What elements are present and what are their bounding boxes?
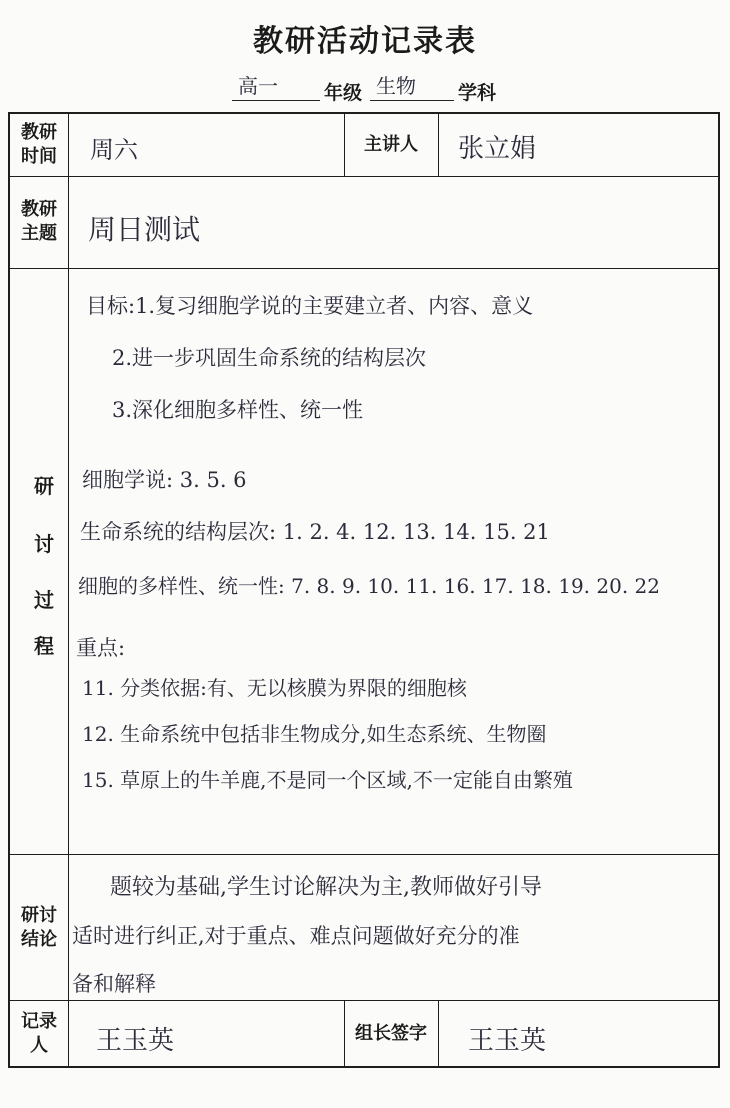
process-line: 3.深化细胞多样性、统一性 [112, 398, 364, 422]
conclusion-line: 题较为基础,学生讨论解决为主,教师做好引导 [110, 875, 542, 900]
process-label-char: 研 [34, 474, 54, 498]
speaker-label: 主讲人 [364, 134, 418, 155]
row-divider [10, 854, 718, 855]
grade-label: 年级 [324, 82, 363, 104]
form-title: 教研活动记录表 [253, 24, 477, 59]
subject-value: 生物 [376, 74, 416, 98]
subject-blank [370, 70, 454, 101]
row-divider [10, 176, 718, 177]
leader-signature: 王玉英 [468, 1026, 547, 1056]
label-column-divider [68, 114, 69, 1068]
recorder-label-line: 记录 [21, 1011, 57, 1032]
time-label-line: 教研 [21, 122, 57, 143]
topic-label-line: 主题 [21, 223, 57, 244]
recorder-label-line: 人 [30, 1035, 48, 1056]
process-label-char: 程 [34, 634, 54, 658]
subject-label: 学科 [458, 82, 497, 104]
row-divider [10, 1000, 718, 1001]
topic-label-line: 教研 [21, 199, 57, 220]
time-label [10, 121, 68, 169]
conclusion-label-line: 结论 [21, 929, 57, 950]
process-label-char: 讨 [34, 532, 54, 556]
grade-value: 高一 [238, 74, 278, 98]
row-divider [10, 268, 718, 269]
process-line: 2.进一步巩固生命系统的结构层次 [112, 346, 427, 370]
grade-subject-line [232, 70, 532, 104]
recorder-label [10, 1010, 68, 1058]
topic-value: 周日测试 [88, 213, 201, 246]
recorder-signature: 王玉英 [96, 1026, 175, 1056]
conclusion-label [10, 904, 68, 952]
record-table [8, 112, 720, 1068]
process-line: 12. 生命系统中包括非生物成分,如生态系统、生物圈 [82, 722, 547, 746]
process-line: 重点: [76, 636, 126, 660]
conclusion-line: 适时进行纠正,对于重点、难点问题做好充分的准 [72, 924, 520, 948]
process-line: 生命系统的结构层次: 1. 2. 4. 12. 13. 14. 15. 21 [80, 520, 550, 544]
process-line: 15. 草原上的牛羊鹿,不是同一个区域,不一定能自由繁殖 [82, 768, 573, 792]
time-value: 周六 [90, 136, 138, 164]
conclusion-label-line: 研讨 [21, 905, 57, 926]
time-label-line: 时间 [21, 146, 57, 167]
speaker-column-divider [438, 114, 439, 176]
speaker-value: 张立娟 [458, 134, 537, 164]
process-line: 目标:1.复习细胞学说的主要建立者、内容、意义 [86, 294, 534, 318]
topic-label [10, 198, 68, 246]
process-line: 细胞的多样性、统一性: 7. 8. 9. 10. 11. 16. 17. 18. 19. 20. 22 [78, 574, 661, 598]
process-label-char: 过 [34, 588, 54, 612]
leader-column-divider [438, 1000, 439, 1068]
process-line: 11. 分类依据:有、无以核膜为界限的细胞核 [82, 676, 467, 700]
conclusion-line: 备和解释 [72, 972, 156, 996]
grade-blank [232, 70, 320, 101]
process-line: 细胞学说: 3. 5. 6 [82, 468, 247, 492]
leader-signature-label: 组长签字 [355, 1023, 427, 1044]
